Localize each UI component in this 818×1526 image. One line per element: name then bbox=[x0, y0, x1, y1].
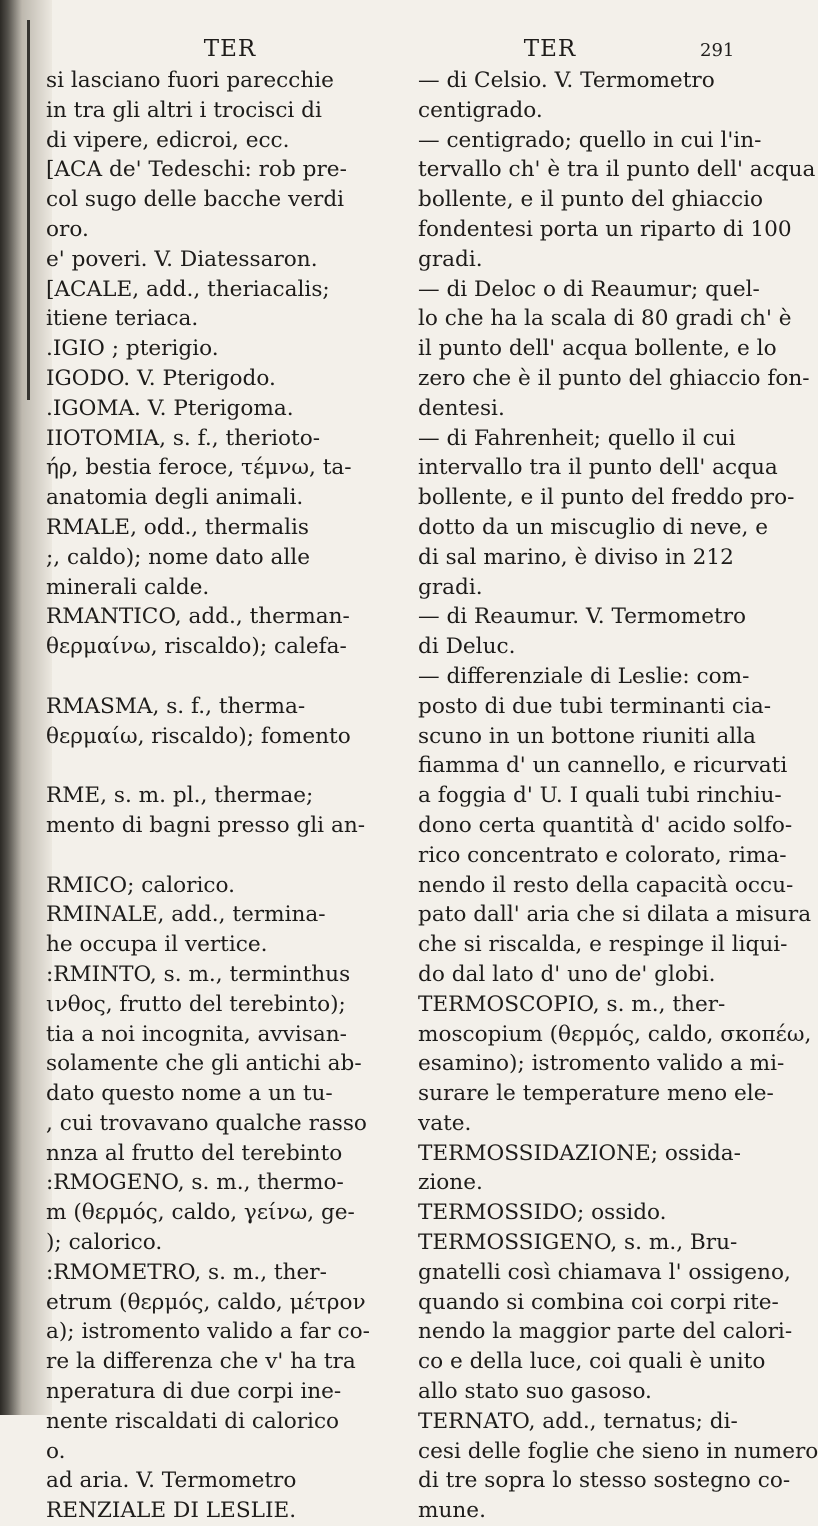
text-line: nendo la maggior parte del calori- bbox=[418, 1319, 793, 1345]
text-line: etrum (θερμός, caldo, μέτρον bbox=[46, 1289, 366, 1315]
text-line: TERNATO, add., ternatus; di- bbox=[418, 1408, 738, 1434]
text-line: cesi delle foglie che sieno in numero bbox=[418, 1438, 818, 1464]
text-line: co e della luce, coi quali è unito bbox=[418, 1349, 766, 1375]
text-line: col sugo delle bacche verdi bbox=[46, 187, 345, 213]
text-line: bollente, e il punto del ghiaccio bbox=[418, 187, 763, 213]
text-line: θερμαίνω, riscaldo); calefa- bbox=[46, 634, 347, 660]
left-running-head: TER bbox=[203, 36, 257, 62]
text-line bbox=[46, 841, 386, 871]
text-line: esamino); istromento valido a mi- bbox=[418, 1051, 785, 1077]
text-line: — differenziale di Leslie: com- bbox=[418, 663, 750, 689]
text-line: moscopium (θερμός, caldo, σκοπέω, bbox=[418, 1021, 812, 1047]
text-line: gradi. bbox=[418, 574, 483, 600]
text-line: gradi. bbox=[418, 246, 483, 272]
text-line: mento di bagni presso gli an- bbox=[46, 812, 366, 838]
text-line: anatomia degli animali. bbox=[46, 485, 304, 511]
text-line: [ACALE, add., theriacalis; bbox=[46, 276, 330, 302]
text-line: IGODO. V. Pterigodo. bbox=[46, 365, 276, 391]
text-line: RMICO; calorico. bbox=[46, 872, 235, 898]
text-line: — di Deloc o di Reaumur; quel- bbox=[418, 276, 760, 302]
text-line: dono certa quantità d' acido solfo- bbox=[418, 812, 793, 838]
text-line: di sal marino, è diviso in 212 bbox=[418, 544, 734, 570]
text-line: intervallo tra il punto dell' acqua bbox=[418, 455, 778, 481]
text-line: TERMOSSIDO; ossido. bbox=[418, 1200, 667, 1226]
text-line: — centigrado; quello in cui l'in- bbox=[418, 127, 762, 153]
text-line: surare le temperature meno ele- bbox=[418, 1081, 774, 1107]
text-line: TERMOSSIDAZIONE; ossida- bbox=[418, 1140, 741, 1166]
text-line: nente riscaldati di calorico bbox=[46, 1408, 340, 1434]
book-binding-edge bbox=[0, 0, 52, 1415]
text-line: RMALE, odd., thermalis bbox=[46, 514, 309, 540]
text-line: minerali calde. bbox=[46, 574, 210, 600]
text-line: di tre sopra lo stesso sostegno co- bbox=[418, 1468, 791, 1494]
text-line: itiene teriaca. bbox=[46, 306, 199, 332]
text-line: allo stato suo gasoso. bbox=[418, 1379, 652, 1405]
text-line: si lasciano fuori parecchie bbox=[46, 68, 334, 93]
text-line: zero che è il punto del ghiaccio fon- bbox=[418, 365, 810, 391]
text-line: :RMINTO, s. m., terminthus bbox=[46, 961, 351, 987]
text-line: θερμαίω, riscaldo); fomento bbox=[46, 723, 351, 749]
text-line: ;, caldo); nome dato alle bbox=[46, 544, 310, 570]
text-line: quando si combina coi corpi rite- bbox=[418, 1289, 779, 1315]
text-line: fondentesi porta un riparto di 100 bbox=[418, 216, 792, 242]
text-line: RMINALE, add., termina- bbox=[46, 902, 326, 928]
text-line: TERMOSSIGENO, s. m., Bru- bbox=[418, 1230, 738, 1256]
text-line: m (θερμός, caldo, γείνω, ge- bbox=[46, 1200, 355, 1226]
text-line: nperatura di due corpi ine- bbox=[46, 1379, 342, 1405]
text-line: RMANTICO, add., therman- bbox=[46, 604, 350, 630]
text-line: do dal lato d' uno de' globi. bbox=[418, 961, 716, 987]
text-line: rico concentrato e colorato, rima- bbox=[418, 842, 787, 868]
text-line: :RMOMETRO, s. m., ther- bbox=[46, 1259, 327, 1285]
text-line: ήρ, bestia feroce, τέμνω, ta- bbox=[46, 455, 352, 481]
text-line: re la differenza che v' ha tra bbox=[46, 1349, 356, 1375]
right-column bbox=[418, 66, 818, 1526]
text-line: a); istromento valido a far co- bbox=[46, 1319, 370, 1345]
text-line: il punto dell' acqua bollente, e lo bbox=[418, 336, 777, 362]
text-line: vate. bbox=[418, 1110, 472, 1136]
text-line: pato dall' aria che si dilata a misura bbox=[418, 902, 812, 928]
text-line: :RMOGENO, s. m., thermo- bbox=[46, 1170, 344, 1196]
text-line: IIOTOMIA, s. f., therioto- bbox=[46, 425, 321, 451]
text-line: oro. bbox=[46, 216, 89, 242]
text-line: di Deluc. bbox=[418, 634, 516, 660]
text-line: in tra gli altri i trocisci di bbox=[46, 97, 322, 123]
text-line: RME, s. m. pl., thermae; bbox=[46, 783, 314, 809]
text-line: — di Reaumur. V. Termometro bbox=[418, 604, 747, 630]
text-line: ινθος, frutto del terebinto); bbox=[46, 991, 346, 1017]
text-line bbox=[46, 751, 386, 781]
text-line: nendo il resto della capacità occu- bbox=[418, 872, 794, 898]
text-line: centigrado. bbox=[418, 97, 543, 123]
text-line: RENZIALE DI LESLIE. bbox=[46, 1498, 297, 1524]
text-line: zione. bbox=[418, 1170, 483, 1196]
text-line: o. bbox=[46, 1438, 66, 1464]
text-line: dentesi. bbox=[418, 395, 505, 421]
text-line: dotto da un miscuglio di neve, e bbox=[418, 514, 769, 540]
text-line: .IGOMA. V. Pterigoma. bbox=[46, 395, 294, 421]
left-column bbox=[46, 66, 386, 1526]
text-line: dato questo nome a un tu- bbox=[46, 1081, 333, 1107]
text-line: che si riscalda, e respinge il liqui- bbox=[418, 932, 788, 958]
text-line: gnatelli così chiamava l' ossigeno, bbox=[418, 1259, 791, 1285]
page-number: 291 bbox=[700, 40, 735, 61]
text-line: TERMOSCOPIO, s. m., ther- bbox=[418, 991, 726, 1017]
text-line: , cui trovavano qualche rasso bbox=[46, 1110, 367, 1136]
text-line: tia a noi incognita, avvisan- bbox=[46, 1021, 347, 1047]
text-line: tervallo ch' è tra il punto dell' acqua bbox=[418, 157, 816, 183]
text-line: bollente, e il punto del freddo pro- bbox=[418, 485, 795, 511]
text-line: fiamma d' un cannello, e ricurvati bbox=[418, 753, 788, 779]
text-line: posto di due tubi terminanti cia- bbox=[418, 693, 772, 719]
text-line: .IGIO ; pterigio. bbox=[46, 336, 219, 362]
text-line: di vipere, edicroi, ecc. bbox=[46, 127, 290, 153]
text-line: ad aria. V. Termometro bbox=[46, 1468, 297, 1494]
text-line: [ACA de' Tedeschi: rob pre- bbox=[46, 157, 347, 183]
text-line bbox=[46, 662, 386, 692]
text-line: a foggia d' U. I quali tubi rinchiu- bbox=[418, 783, 782, 809]
text-line: RMASMA, s. f., therma- bbox=[46, 693, 306, 719]
text-line: he occupa il vertice. bbox=[46, 932, 268, 958]
text-line: nnza al frutto del terebinto bbox=[46, 1140, 343, 1166]
text-line: mune. bbox=[418, 1498, 486, 1524]
text-line: lo che ha la scala di 80 gradi ch' è bbox=[418, 306, 792, 332]
text-line: ); calorico. bbox=[46, 1230, 163, 1256]
text-line: — di Fahrenheit; quello il cui bbox=[418, 425, 736, 451]
text-line: e' poveri. V. Diatessaron. bbox=[46, 246, 318, 272]
text-line: solamente che gli antichi ab- bbox=[46, 1051, 362, 1077]
right-running-head: TER bbox=[523, 36, 577, 62]
text-line: scuno in un bottone riuniti alla bbox=[418, 723, 756, 749]
text-line: — di Celsio. V. Termometro bbox=[418, 68, 715, 93]
